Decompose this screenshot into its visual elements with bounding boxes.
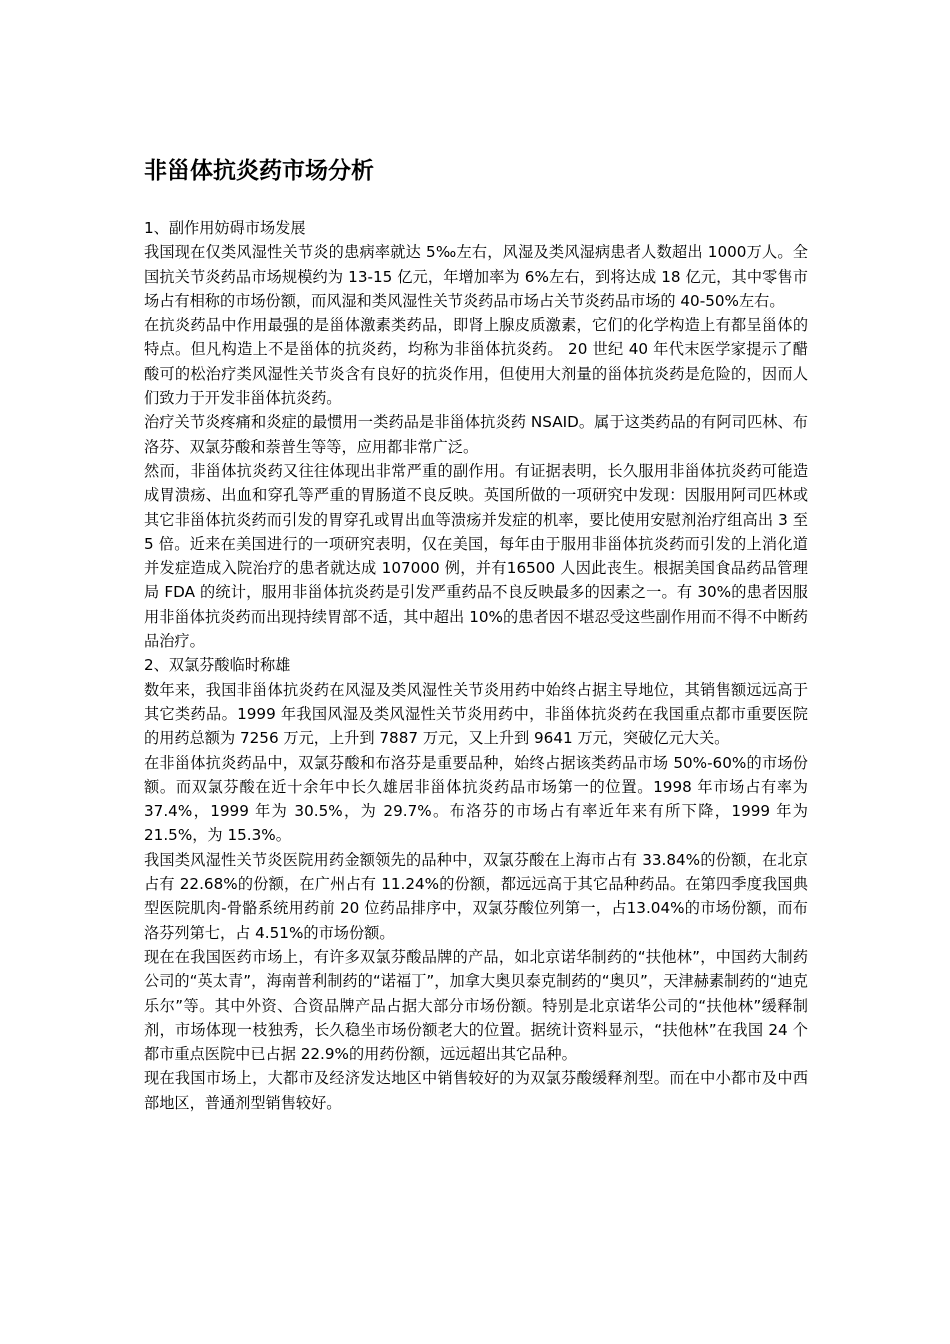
paragraph-steroid-definition: 在抗炎药品中作用最强的是甾体激素类药品，即肾上腺皮质激素，它们的化学构造上有都呈甾体的特点。但凡构造上不是甾体的抗炎药，均称为非甾体抗炎药。 20 世纪 40 年代末医学家提示了醋酸可的松治疗类风湿性关节炎含有良好的抗炎作用，但使用大剂量的甾体抗炎药是危险的，因而人们致力于开发非甾体抗炎药。 bbox=[144, 316, 808, 408]
document-title: 非甾体抗炎药市场分析 bbox=[144, 158, 374, 184]
paragraph-side-effects: 然而，非甾体抗炎药又往往体现出非常严重的副作用。有证据表明，长久服用非甾体抗炎药可能造成胃溃疡、出血和穿孔等严重的胃肠道不良反映。英国所做的一项研究中发现：因服用阿司匹林或其它非甾体抗炎药而引发的胃穿孔或胃出血等溃疡并发症的机率，要比使用安慰剂治疗组高出 3 至 5 倍。近来在美国进行的一项研究表明，仅在美国，每年由于服用非甾体抗炎药而引发的上消化道并发症造成入院治疗的患者就达成 107000 例，并有16500 人因此丧生。根据美国食品药品管理局 FDA 的统计，服用非甾体抗炎药是引发严重药品不良反映最多的因素之一。有 30%的患者因服用非甾体抗炎药而出现持续胃部不适，其中超出 10%的患者因不堪忍受这些副作用而不得不中断药品治疗。 bbox=[144, 461, 808, 651]
document-body bbox=[144, 216, 808, 1115]
paragraph-market-share: 在非甾体抗炎药品中，双氯芬酸和布洛芬是重要品种，始终占据该类药品市场 50%-60%的市场份额。而双氯芬酸在近十余年中长久雄居非甾体抗炎药品市场第一的位置。1998 年市场占有率为 37.4%，1999 年为 30.5%，为 29.7%。布洛芬的市场占有率近年来有所下降，1999 年为 21.5%，为 15.3%。 bbox=[144, 753, 808, 845]
paragraph-nsaid-common: 治疗关节炎疼痛和炎症的最惯用一类药品是非甾体抗炎药 NSAID。属于这类药品的有阿司匹林、布洛芬、双氯芬酸和萘普生等等，应用都非常广泛。 bbox=[144, 413, 808, 456]
section-heading-2: 2、双氯芬酸临时称雄 bbox=[144, 656, 291, 675]
paragraph-brands: 现在在我国医药市场上，有许多双氯芬酸品牌的产品，如北京诺华制药的“扶他林”，中国药大制药公司的“英太青”，海南普利制药的“诺福丁”，加拿大奥贝泰克制药的“奥贝”，天津赫素制药的“迪克乐尔”等。其中外资、合资品牌产品占据大部分市场份额。特别是北京诺华公司的“扶他林”缓释制剂，市场体现一枝独秀，长久稳坐市场份额老大的位置。据统计资料显示，“扶他林”在我国 24 个都市重点医院中已占据 22.9%的用药份额，远远超出其它品种。 bbox=[144, 947, 808, 1064]
section-heading-1: 1、副作用妨碍市场发展 bbox=[144, 219, 306, 237]
paragraph-market-dominance: 数年来，我国非甾体抗炎药在风湿及类风湿性关节炎用药中始终占据主导地位，其销售额远远高于其它类药品。1999 年我国风湿及类风湿性关节炎用药中，非甾体抗炎药在我国重点都市重要医院的用药总额为 7256 万元，上升到 7887 万元，又上升到 9641 万元，突破亿元大关。 bbox=[144, 680, 808, 748]
paragraph-hospital-usage: 我国类风湿性关节炎医院用药金额领先的品种中，双氯芬酸在上海市占有 33.84%的份额，在北京占有 22.68%的份额，在广州占有 11.24%的份额，都远远高于其它品种药品。在第四季度我国典型医院肌肉-骨骼系统用药前 20 位药品排序中，双氯芬酸位列第一，占13.04%的市场份额，而布洛芬列第七，占 4.51%的市场份额。 bbox=[144, 850, 808, 942]
paragraph-prevalence: 我国现在仅类风湿性关节炎的患病率就达 5‰左右，风湿及类风湿病患者人数超出 1000万人。全国抗关节炎药品市场规模约为 13-15 亿元，年增加率为 6%左右，到将达成 18 亿元，其中零售市场占有相称的市场份额，而风湿和类风湿性关节炎药品市场占关节炎药品市场的 40-50%左右。 bbox=[144, 243, 808, 310]
paragraph-dosage-forms: 现在我国市场上，大都市及经济发达地区中销售较好的为双氯芬酸缓释剂型。而在中小都市及中西部地区，普通剂型销售较好。 bbox=[144, 1069, 808, 1112]
